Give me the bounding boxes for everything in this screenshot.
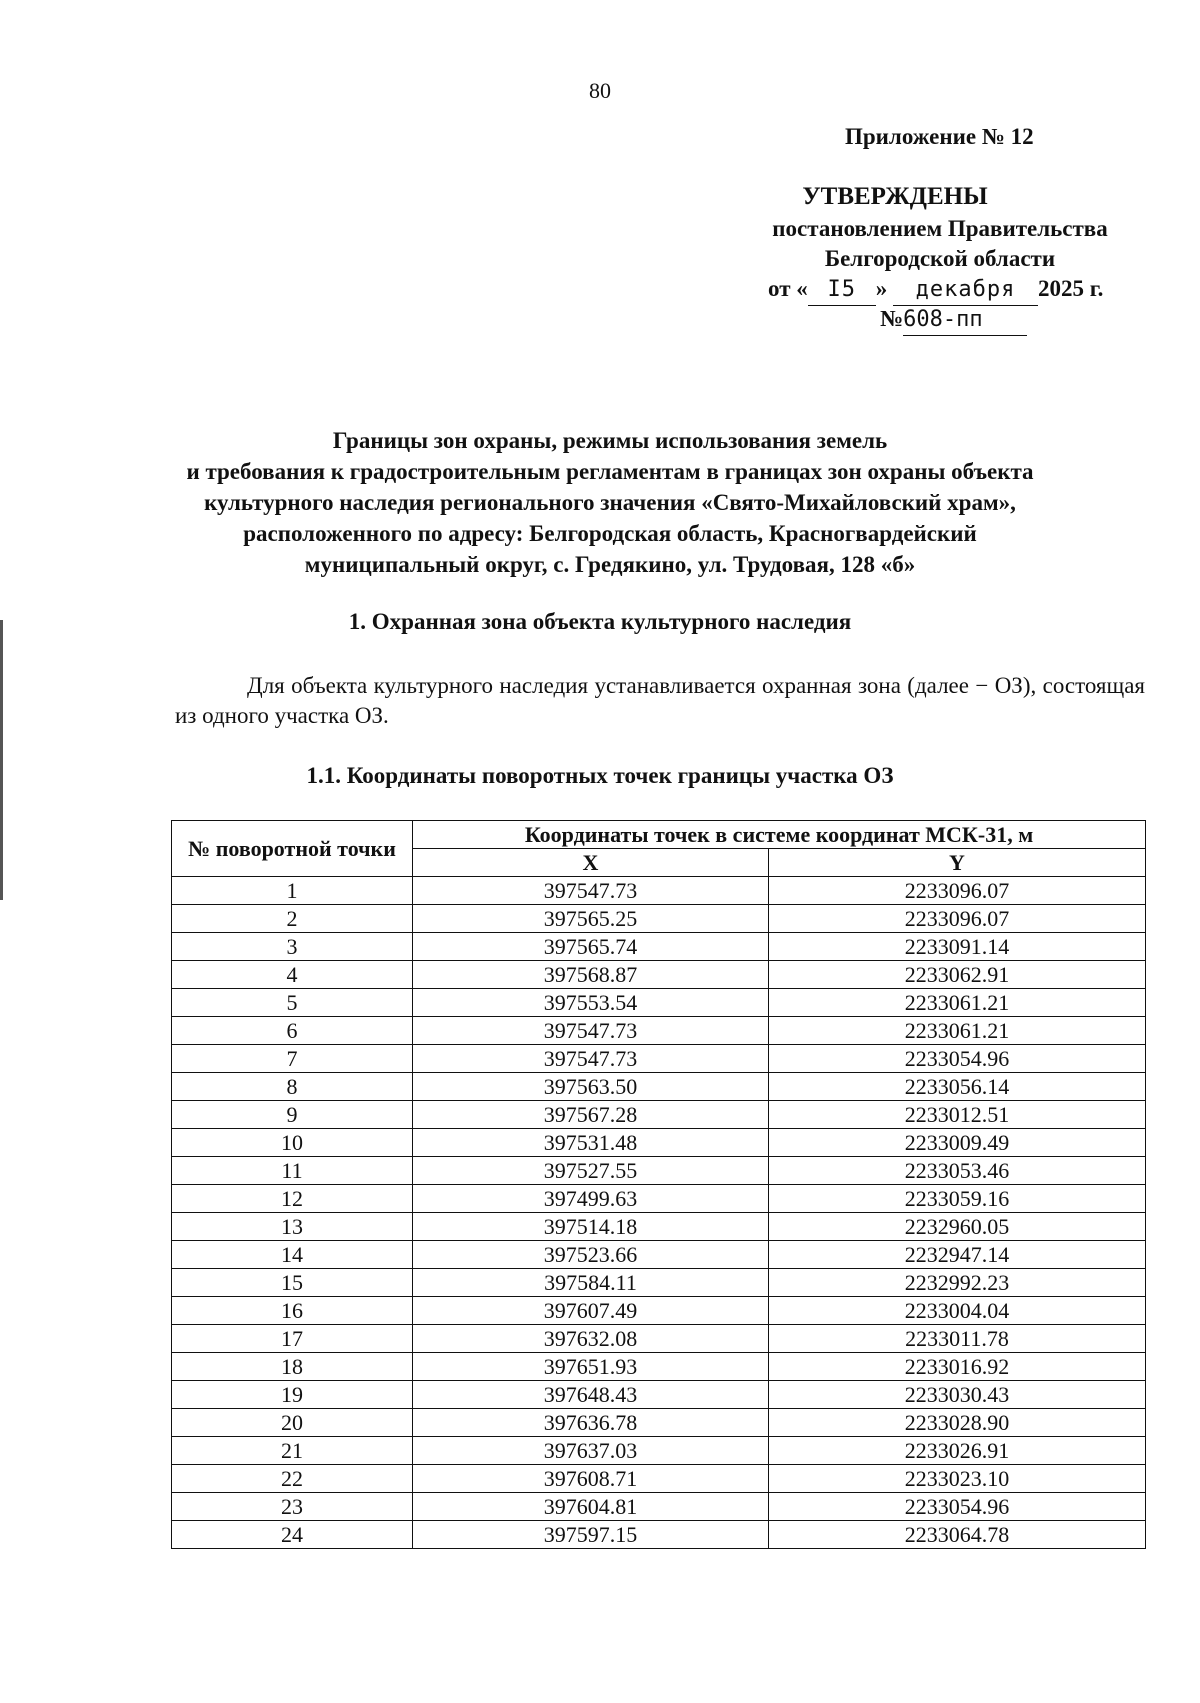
- cell-y: 2233028.90: [769, 1409, 1146, 1437]
- scan-edge-mark: [0, 620, 3, 900]
- table-row: [172, 1129, 1146, 1157]
- table-row: [172, 1185, 1146, 1213]
- cell-x: 397523.66: [413, 1241, 769, 1269]
- table-row: [172, 1521, 1146, 1549]
- region-line: Белгородской области: [824, 246, 1056, 271]
- cell-x: 397547.73: [413, 1045, 769, 1073]
- cell-x: 397531.48: [413, 1129, 769, 1157]
- table-body: [172, 877, 1146, 1549]
- table-row: [172, 1269, 1146, 1297]
- cell-point-number: 10: [172, 1129, 413, 1157]
- cell-y: 2233061.21: [769, 1017, 1146, 1045]
- cell-x: 397527.55: [413, 1157, 769, 1185]
- coordinates-table: [171, 820, 1146, 1549]
- cell-y: 2233012.51: [769, 1101, 1146, 1129]
- cell-x: 397651.93: [413, 1353, 769, 1381]
- cell-x: 397563.50: [413, 1073, 769, 1101]
- date-month: декабря: [893, 275, 1038, 306]
- cell-x: 397597.15: [413, 1521, 769, 1549]
- cell-y: 2233016.92: [769, 1353, 1146, 1381]
- cell-point-number: 17: [172, 1325, 413, 1353]
- table-row: [172, 1073, 1146, 1101]
- date-day: I5: [808, 275, 876, 306]
- table-row: [172, 1157, 1146, 1185]
- cell-y: 2233059.16: [769, 1185, 1146, 1213]
- cell-y: 2233023.10: [769, 1465, 1146, 1493]
- header-y: Y: [769, 849, 1146, 877]
- title-line: расположенного по адресу: Белгородская область, Красногвардейский: [243, 521, 977, 546]
- header-point-number: № поворотной точки: [172, 821, 413, 877]
- date-mid: »: [875, 276, 888, 301]
- cell-y: 2233054.96: [769, 1045, 1146, 1073]
- cell-x: 397637.03: [413, 1437, 769, 1465]
- table-row: [172, 1353, 1146, 1381]
- cell-point-number: 21: [172, 1437, 413, 1465]
- cell-point-number: 3: [172, 933, 413, 961]
- cell-x: 397607.49: [413, 1297, 769, 1325]
- date-year: 2025 г.: [1038, 276, 1104, 301]
- cell-x: 397632.08: [413, 1325, 769, 1353]
- table-row: [172, 1493, 1146, 1521]
- cell-y: 2233004.04: [769, 1297, 1146, 1325]
- cell-point-number: 23: [172, 1493, 413, 1521]
- table-row: [172, 1045, 1146, 1073]
- cell-point-number: 22: [172, 1465, 413, 1493]
- cell-point-number: 20: [172, 1409, 413, 1437]
- cell-y: 2233064.78: [769, 1521, 1146, 1549]
- table-row: [172, 961, 1146, 989]
- cell-y: 2233061.21: [769, 989, 1146, 1017]
- cell-point-number: 15: [172, 1269, 413, 1297]
- page-number: 80: [589, 78, 611, 103]
- cell-x: 397499.63: [413, 1185, 769, 1213]
- cell-y: 2233062.91: [769, 961, 1146, 989]
- cell-y: 2233026.91: [769, 1437, 1146, 1465]
- decree-number: 608-пп: [903, 305, 1027, 336]
- cell-point-number: 16: [172, 1297, 413, 1325]
- cell-point-number: 9: [172, 1101, 413, 1129]
- cell-point-number: 4: [172, 961, 413, 989]
- cell-y: 2233011.78: [769, 1325, 1146, 1353]
- cell-x: 397547.73: [413, 1017, 769, 1045]
- table-row: [172, 1101, 1146, 1129]
- table-row: [172, 1325, 1146, 1353]
- title-line: и требования к градостроительным регламентам в границах зон охраны объекта: [186, 459, 1034, 484]
- date-line: [768, 274, 1103, 306]
- cell-x: 397567.28: [413, 1101, 769, 1129]
- cell-x: 397565.74: [413, 933, 769, 961]
- cell-y: 2233056.14: [769, 1073, 1146, 1101]
- cell-x: 397608.71: [413, 1465, 769, 1493]
- cell-x: 397604.81: [413, 1493, 769, 1521]
- cell-point-number: 1: [172, 877, 413, 905]
- body-paragraph: Для объекта культурного наследия устанавливается охранная зона (далее − ОЗ), состоящая из одного участка ОЗ.: [175, 673, 1145, 728]
- cell-point-number: 14: [172, 1241, 413, 1269]
- date-prefix: от «: [768, 276, 808, 301]
- cell-x: 397648.43: [413, 1381, 769, 1409]
- cell-point-number: 13: [172, 1213, 413, 1241]
- cell-x: 397584.11: [413, 1269, 769, 1297]
- cell-point-number: 5: [172, 989, 413, 1017]
- table-row: [172, 1465, 1146, 1493]
- table-row: [172, 1381, 1146, 1409]
- cell-point-number: 24: [172, 1521, 413, 1549]
- cell-y: 2232960.05: [769, 1213, 1146, 1241]
- header-coordinates: Координаты точек в системе координат МСК-31, м: [413, 821, 1146, 849]
- table-row: [172, 989, 1146, 1017]
- cell-point-number: 19: [172, 1381, 413, 1409]
- cell-point-number: 7: [172, 1045, 413, 1073]
- cell-x: 397553.54: [413, 989, 769, 1017]
- cell-point-number: 6: [172, 1017, 413, 1045]
- cell-point-number: 11: [172, 1157, 413, 1185]
- cell-point-number: 2: [172, 905, 413, 933]
- cell-y: 2233091.14: [769, 933, 1146, 961]
- decree-line: постановлением Правительства: [772, 216, 1108, 241]
- table-row: [172, 1297, 1146, 1325]
- table-row: [172, 877, 1146, 905]
- number-prefix: №: [880, 306, 904, 331]
- cell-x: 397547.73: [413, 877, 769, 905]
- cell-y: 2233009.49: [769, 1129, 1146, 1157]
- cell-y: 2232947.14: [769, 1241, 1146, 1269]
- table-row: [172, 1437, 1146, 1465]
- cell-point-number: 12: [172, 1185, 413, 1213]
- cell-x: 397565.25: [413, 905, 769, 933]
- title-line: муниципальный округ, с. Гредякино, ул. Трудовая, 128 «б»: [304, 552, 916, 577]
- title-line: Границы зон охраны, режимы использования земель: [332, 428, 888, 453]
- cell-y: 2233054.96: [769, 1493, 1146, 1521]
- cell-y: 2232992.23: [769, 1269, 1146, 1297]
- cell-point-number: 8: [172, 1073, 413, 1101]
- header-x: X: [413, 849, 769, 877]
- cell-y: 2233030.43: [769, 1381, 1146, 1409]
- subsection-title: 1.1. Координаты поворотных точек границы участка ОЗ: [306, 763, 894, 788]
- appendix-number: Приложение № 12: [845, 124, 1034, 149]
- document-title: [150, 425, 1070, 580]
- cell-x: 397568.87: [413, 961, 769, 989]
- cell-y: 2233053.46: [769, 1157, 1146, 1185]
- cell-x: 397514.18: [413, 1213, 769, 1241]
- cell-y: 2233096.07: [769, 877, 1146, 905]
- table-row: [172, 1409, 1146, 1437]
- table-row: [172, 1213, 1146, 1241]
- cell-point-number: 18: [172, 1353, 413, 1381]
- approved-heading: УТВЕРЖДЕНЫ: [802, 183, 988, 210]
- table-row: [172, 1241, 1146, 1269]
- section-title: 1. Охранная зона объекта культурного наследия: [348, 609, 852, 634]
- table-row: [172, 905, 1146, 933]
- cell-x: 397636.78: [413, 1409, 769, 1437]
- title-line: культурного наследия регионального значения «Свято-Михайловский храм»,: [204, 490, 1016, 515]
- table-row: [172, 933, 1146, 961]
- table-row: [172, 1017, 1146, 1045]
- decree-number-line: [880, 304, 1027, 336]
- cell-y: 2233096.07: [769, 905, 1146, 933]
